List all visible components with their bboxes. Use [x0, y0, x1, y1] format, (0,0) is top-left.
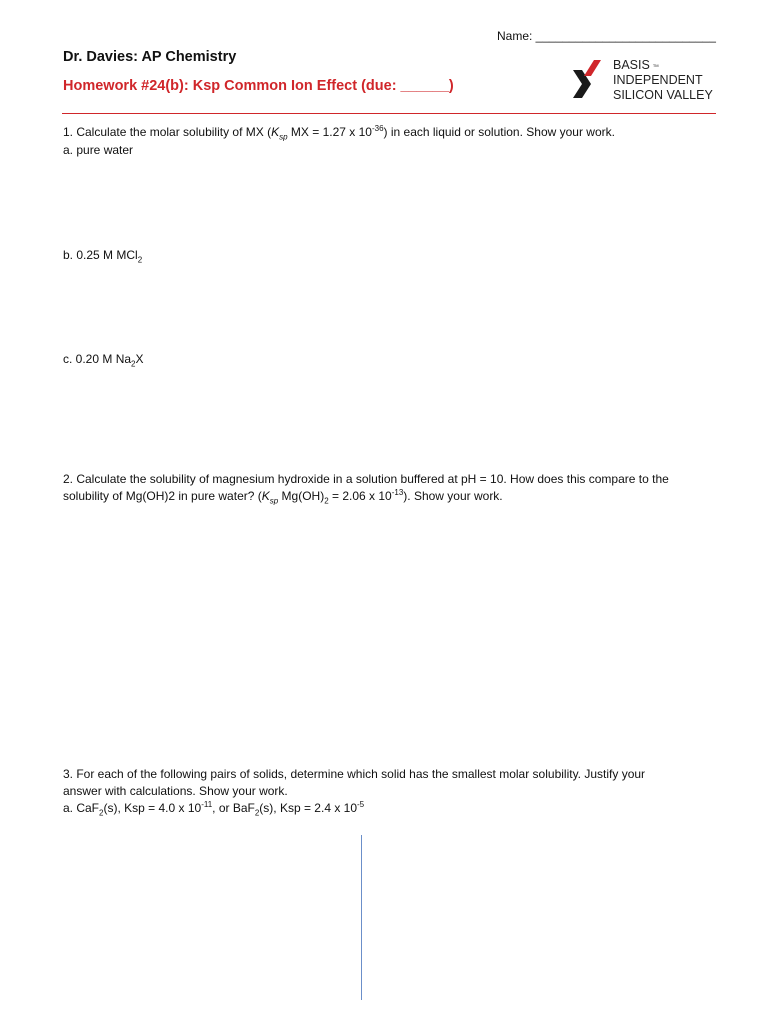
logo-line-silicon-valley: SILICON VALLEY [613, 88, 713, 103]
logo-text [613, 58, 713, 103]
school-logo [572, 58, 722, 108]
question-3a: a. CaF$_2$(s), Ksp = 4.0 x $10^{-11}$, or BaF$_2$(s), Ksp = 2.4 x $10^{-5}$ [63, 800, 365, 818]
logo-trademark: TM [652, 63, 659, 69]
header-divider [62, 113, 716, 114]
logo-line-basis: BASIS [613, 58, 650, 72]
question-1-prompt: 1. Calculate the molar solubility of MX ($K_{sp}$ MX = 1.27 x $10^{-36}$) in each liquid or solution. Show your work. [63, 124, 615, 142]
name-field-label: Name: ___________________________ [497, 29, 716, 43]
course-title: Dr. Davies: AP Chemistry [63, 49, 237, 65]
question-3-line-2: answer with calculations. Show your work. [63, 784, 288, 798]
question-2-line-2: solubility of Mg(OH)2 in pure water? ($K_{sp}$ $Mg(OH)_2 = 2.06$ x $10^{-13}$). Show your work. [63, 488, 503, 506]
chevron-mark-icon [572, 58, 608, 108]
question-3-line-1: 3. For each of the following pairs of solids, determine which solid has the smallest molar solubility. Justify your [63, 767, 646, 781]
question-2-line-1: 2. Calculate the solubility of magnesium hydroxide in a solution buffered at pH = 10. How does this compare to the [63, 472, 669, 486]
question-1c: c. 0.20 M $Na_2X$ [63, 352, 144, 369]
logo-line-independent: INDEPENDENT [613, 73, 703, 88]
vertical-divider-line [361, 835, 362, 1000]
question-1a: a. pure water [63, 143, 134, 157]
question-1b: b. 0.25 M MCl$_2$ [63, 248, 143, 265]
homework-title: Homework #24(b): Ksp Common Ion Effect (due: ______) [63, 78, 454, 94]
